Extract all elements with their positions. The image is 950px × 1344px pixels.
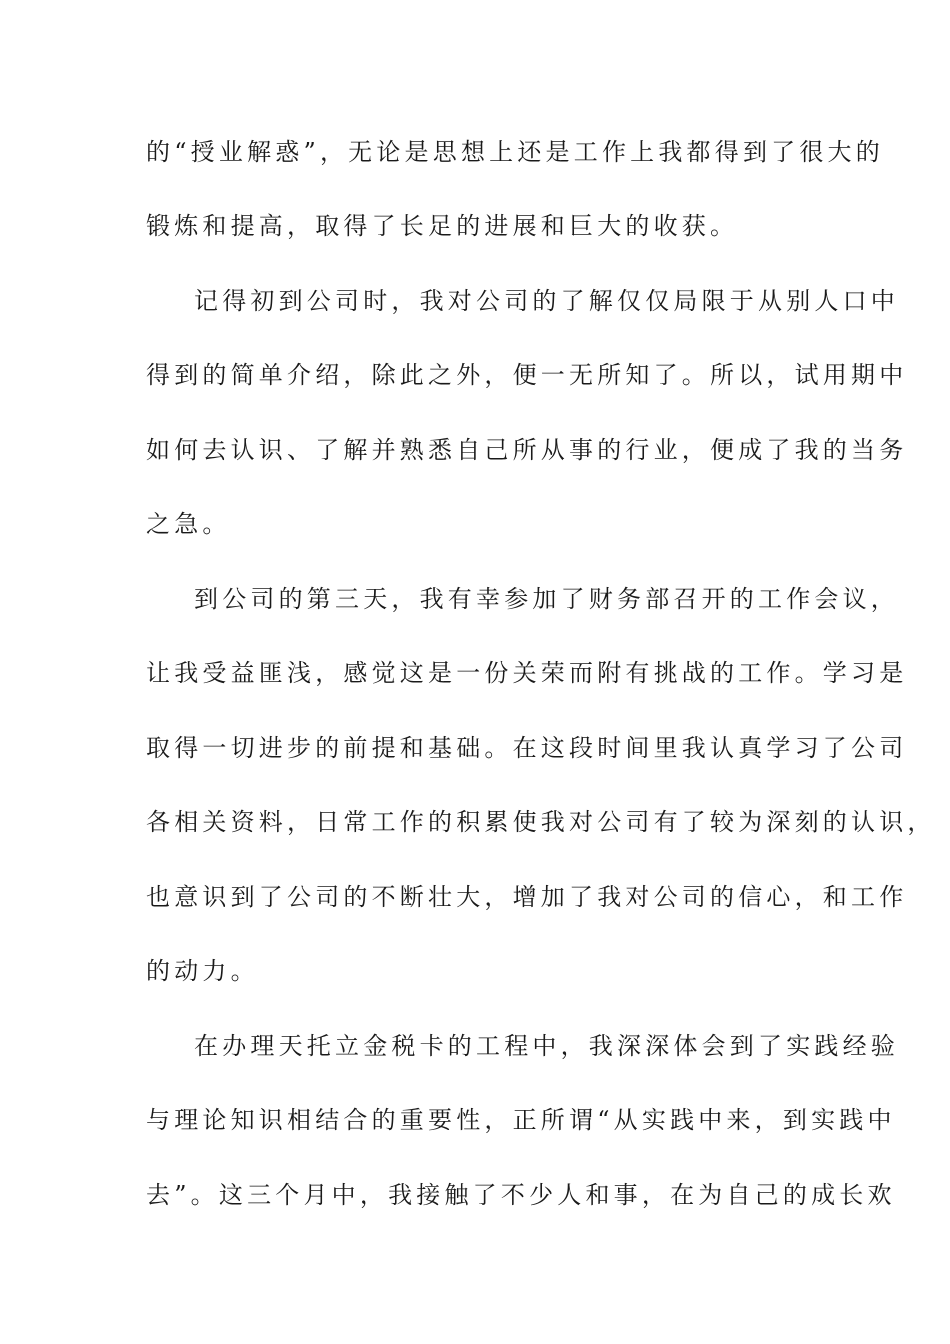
text-line-4: 得到的简单介绍，除此之外，便一无所知了。所以，试用期中: [146, 361, 908, 389]
text-line-1: 的“授业解惑”，无论是思想上还是工作上我都得到了很大的: [146, 138, 884, 166]
text-line-12: 的动力。: [146, 957, 259, 985]
text-line-14: 与理论知识相结合的重要性，正所谓“从实践中来，到实践中: [146, 1106, 896, 1134]
text-line-2: 锻炼和提高，取得了长足的进展和巨大的收获。: [146, 212, 739, 240]
text-line-3: 记得初到公司时，我对公司的了解仅仅局限于从别人口中: [194, 287, 899, 315]
text-line-10: 各相关资料，日常工作的积累使我对公司有了较为深刻的认识，: [146, 808, 936, 836]
text-line-11: 也意识到了公司的不断壮大，增加了我对公司的信心，和工作: [146, 883, 908, 911]
text-line-13: 在办理天托立金税卡的工程中，我深深体会到了实践经验: [194, 1032, 899, 1060]
text-line-15: 去”。这三个月中，我接触了不少人和事，在为自己的成长欢: [146, 1181, 896, 1209]
text-line-6: 之急。: [146, 510, 231, 538]
text-line-8: 让我受益匪浅，感觉这是一份关荣而附有挑战的工作。学习是: [146, 659, 908, 687]
text-line-5: 如何去认识、了解并熟悉自己所从事的行业，便成了我的当务: [146, 436, 908, 464]
text-line-7: 到公司的第三天，我有幸参加了财务部召开的工作会议，: [194, 585, 899, 613]
text-line-9: 取得一切进步的前提和基础。在这段时间里我认真学习了公司: [146, 734, 908, 762]
